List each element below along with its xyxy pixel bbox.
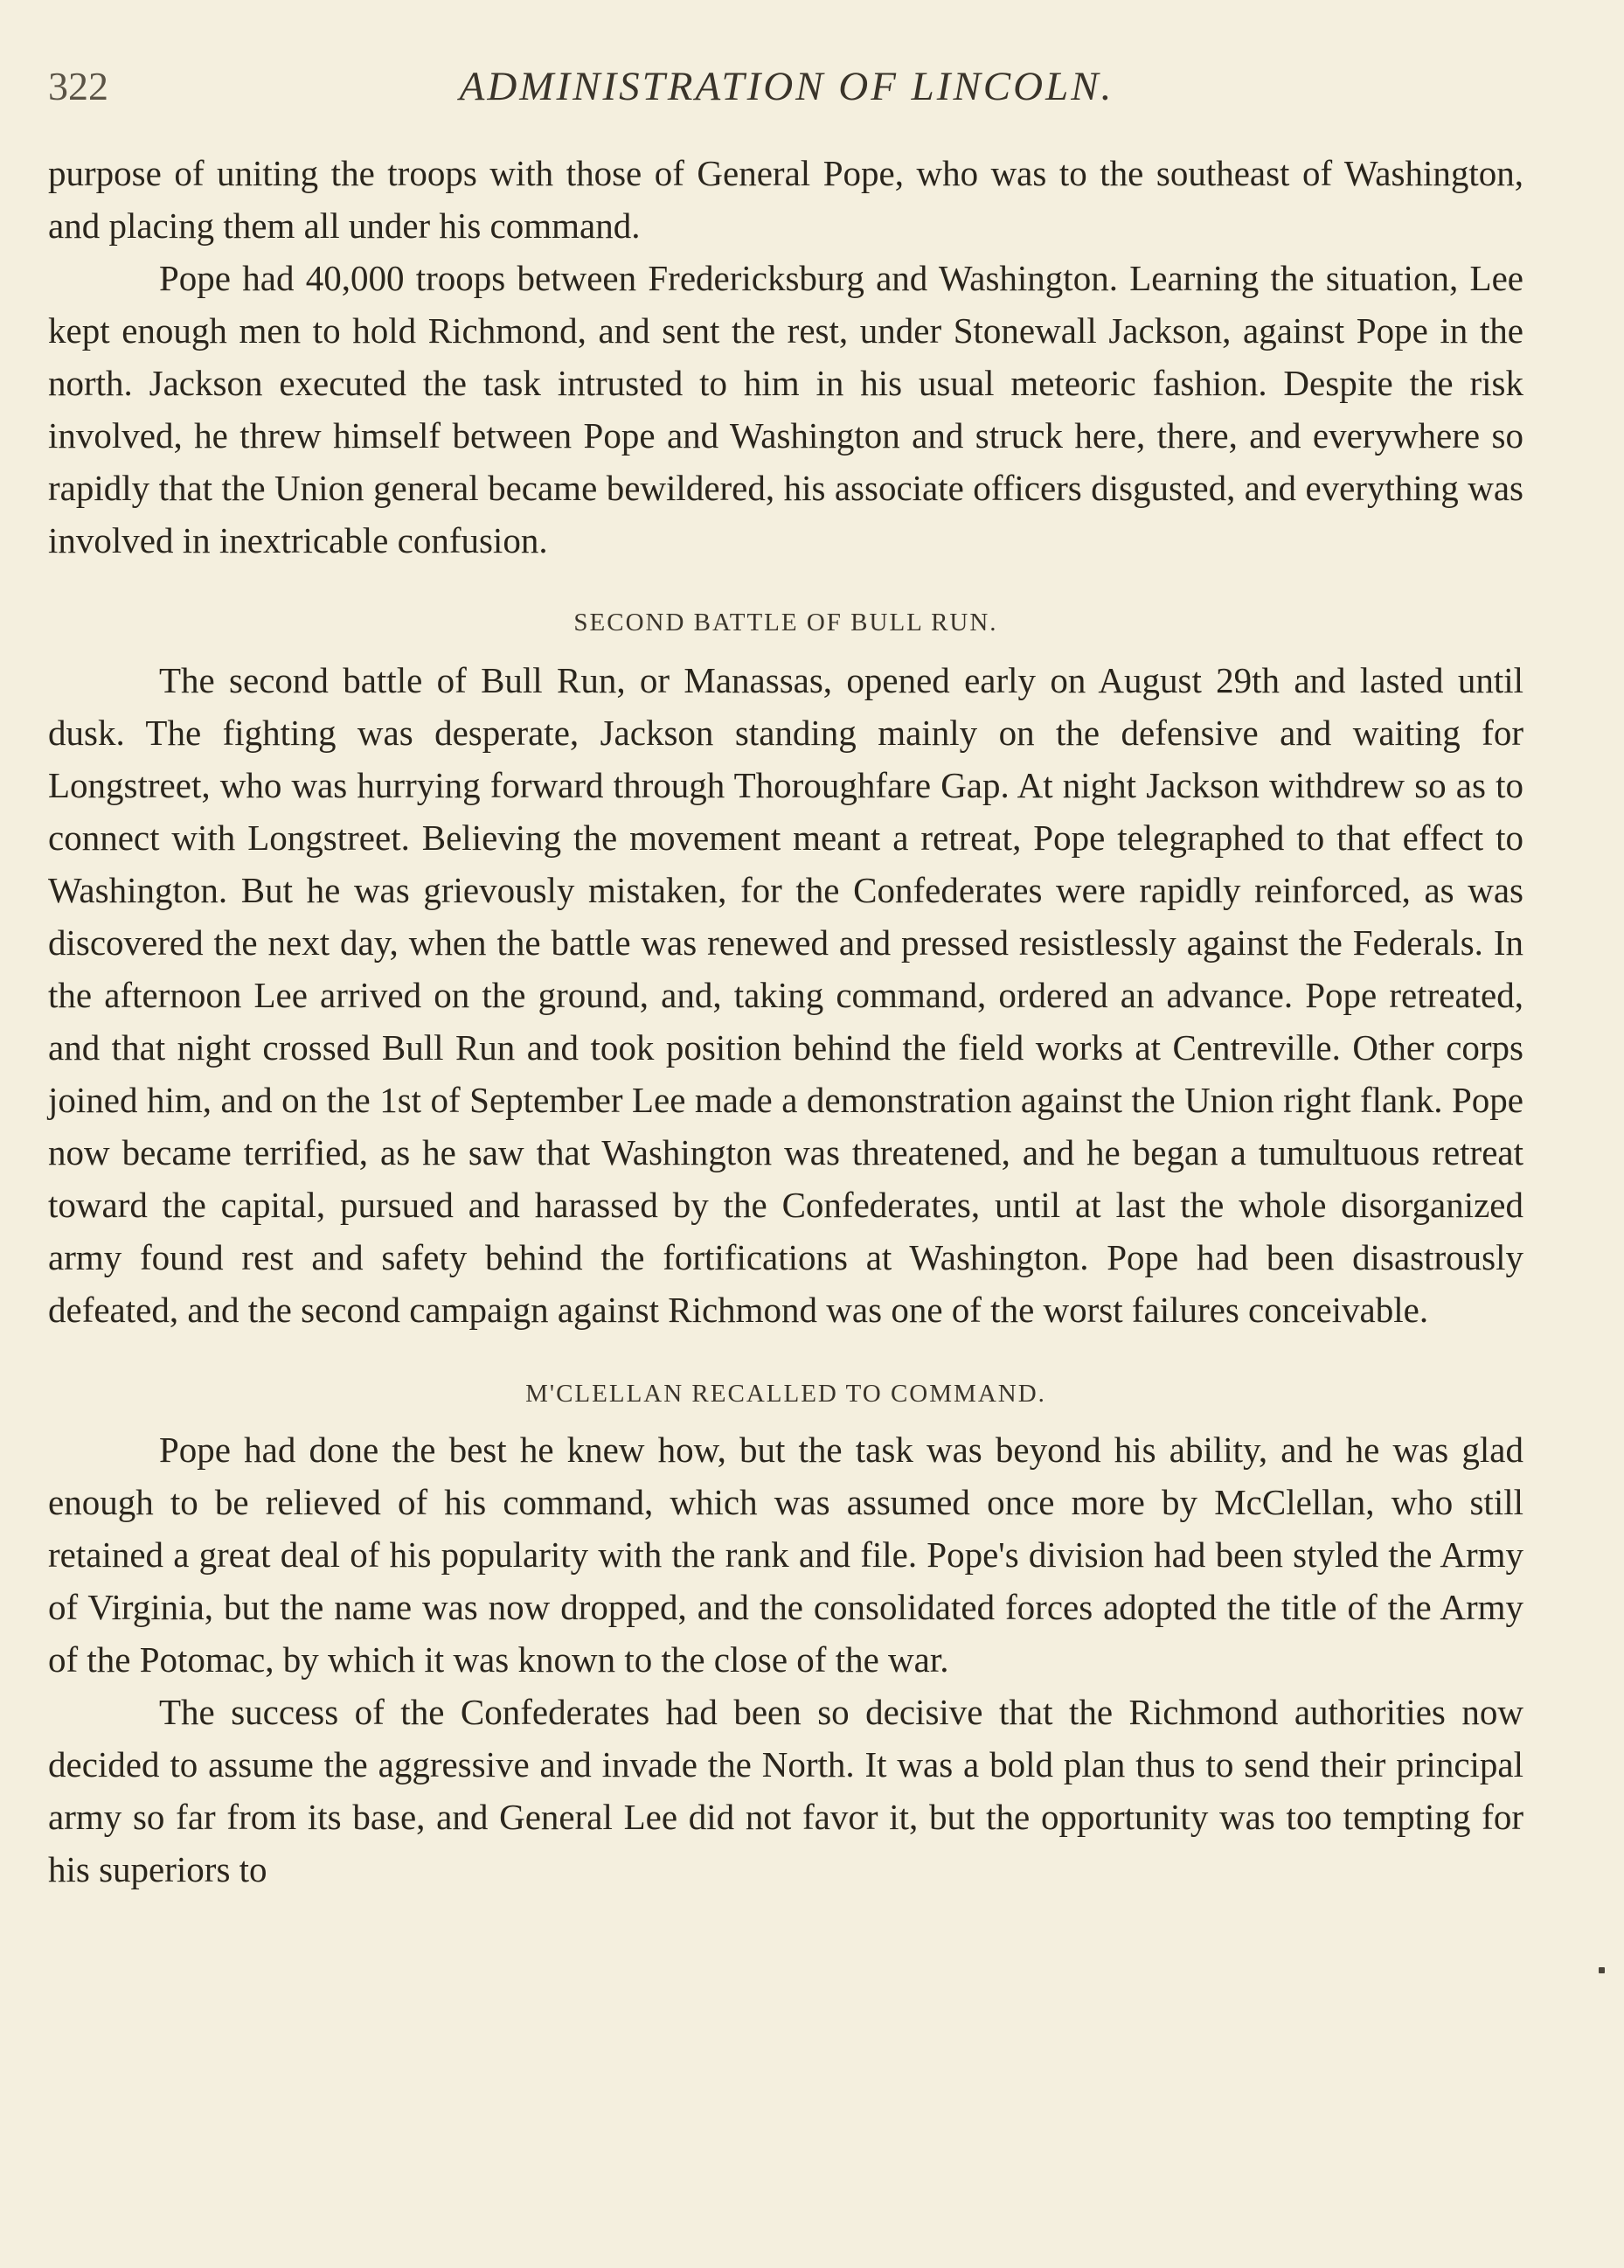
paragraph-pope-troops: Pope had 40,000 troops between Fredericksburg and Washington. Learning the situation, Lee kept enough men to hold Richmond, and sent the rest, under Stonewall Jackson, against Pope in the north. Jackson executed the task intrusted to him in his usual meteoric fashion. Despite the risk involved, he threw himself between Pope and Washington and struck here, there, and everywhere so rapidly that the Union general became bewildered, his associate officers disgusted, and everything was involved in inextricable confusion. (48, 258, 1523, 560)
page-number: 322 (48, 64, 108, 108)
running-head (48, 63, 1525, 124)
section-heading-mcclellan: M'CLELLAN RECALLED TO COMMAND. (525, 1380, 1046, 1408)
running-title: ADMINISTRATION OF LINCOLN. (459, 64, 1114, 109)
paragraph-mcclellan: Pope had done the best he knew how, but the task was beyond his ability, and he was glad enough to be relieved of his command, which was assumed once more by McClellan, who still retained a great deal of his popularity with the rank and file. Pope's division had been styled the Army of Virginia, but the name was now dropped, and the consolidated forces adopted the title of the Army of the Potomac, by which it was known to the close of the war. (48, 1430, 1523, 1680)
paragraph-continuation: purpose of uniting the troops with those of General Pope, who was to the southeast of Washington, and placing them all under his command. (48, 153, 1523, 246)
paragraph-invade-north: The success of the Confederates had been so decisive that the Richmond authorities now decided to assume the aggressive and invade the North. It was a bold plan thus to send their principal army so far from its base, and General Lee did not favor it, but the opportunity was too tempting for his superiors to (48, 1692, 1523, 1889)
section-heading-bull-run: SECOND BATTLE OF BULL RUN. (573, 609, 998, 637)
margin-speck (1599, 1967, 1605, 1973)
paragraph-bull-run: The second battle of Bull Run, or Manassas, opened early on August 29th and lasted until dusk. The fighting was desperate, Jackson standing mainly on the defensive and waiting for Longstreet, who was hurrying forward through Thoroughfare Gap. At night Jackson withdrew so as to connect with Longstreet. Believing the movement meant a retreat, Pope telegraphed to that effect to Washington. But he was grievously mistaken, for the Confederates were rapidly reinforced, as was discovered the next day, when the battle was renewed and pressed resistlessly against the Federals. In the afternoon Lee arrived on the ground, and, taking command, ordered an advance. Pope retreated, and that night crossed Bull Run and took position behind the field works at Centreville. Other corps joined him, and on the 1st of September Lee made a demonstration against the Union right flank. Pope now became terrified, as he saw that Washington was threatened, and he began a tumultuous retreat toward the capital, pursued and harassed by the Confederates, until at last the whole disorganized army found rest and safety behind the fortifications at Washington. Pope had been disastrously defeated, and the second campaign against Richmond was one of the worst failures conceivable. (48, 660, 1523, 1330)
body-text (48, 147, 1523, 1896)
